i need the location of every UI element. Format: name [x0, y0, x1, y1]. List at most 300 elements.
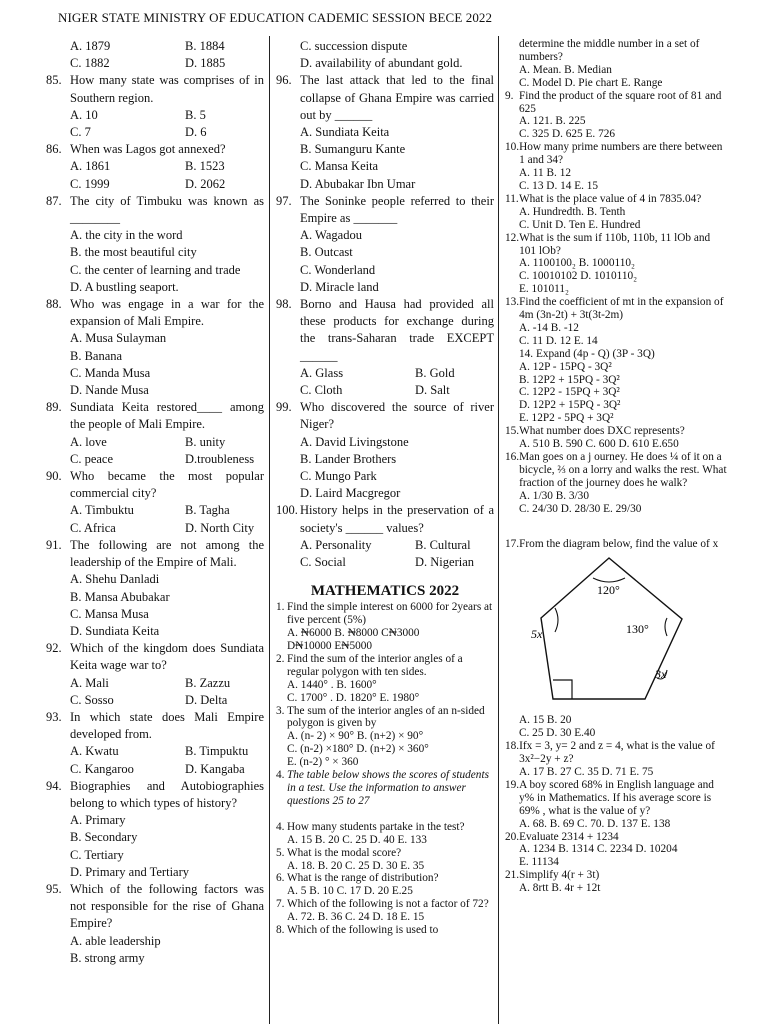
- math-question: [505, 740, 727, 779]
- question-stem: [505, 740, 727, 766]
- option-row: [46, 812, 264, 829]
- answer-options: A. 121. B. 225: [519, 115, 586, 128]
- math-question: [505, 38, 727, 90]
- history-question: [276, 193, 494, 296]
- answer-option: A. the city in the word: [70, 228, 183, 243]
- answer-options: E. 101011₂: [519, 283, 569, 296]
- answer-option: C. Mansa Keita: [300, 159, 379, 174]
- answer-option: A. David Livingstone: [300, 434, 409, 449]
- question-stem: [46, 72, 264, 106]
- question-text: History helps in the preservation of a society's ______ values?: [300, 503, 494, 535]
- question-text: Find the coefficient of mt in the expansion of 4m (3n-2t) + 3t(3t-2m): [519, 296, 724, 322]
- option-row: [46, 55, 264, 72]
- question-stem: [276, 601, 494, 627]
- answer-options: B. 12P2 + 15PQ - 3Q²: [519, 373, 620, 386]
- question-text: Man goes on a j ourney. He does ¼ of it on a bicycle, ⅔ on a lorry and walks the rest. What fraction of the journey does he walk?: [519, 451, 727, 489]
- question-stem: [46, 399, 264, 433]
- option-row: [46, 571, 264, 588]
- answer-options: A. 18. B. 20 C. 25 D. 30 E. 35: [287, 859, 425, 872]
- option-row: [46, 348, 264, 365]
- option-row: [46, 434, 264, 451]
- answer-option: C. 1882: [70, 56, 110, 71]
- option-row: [46, 244, 264, 261]
- math-question: [505, 193, 727, 232]
- question-text: Simplify 4(r + 3t): [519, 869, 600, 882]
- math-question: [505, 451, 727, 516]
- question-stem: [505, 831, 727, 844]
- column-divider: [498, 36, 499, 1024]
- mathematics-title: MATHEMATICS 2022: [310, 583, 460, 600]
- angle-bottom-label: 3x: [655, 667, 667, 682]
- question-number: 12.: [505, 231, 520, 244]
- answer-option: B. Timpuktu: [185, 744, 249, 759]
- angle-top-label: 120°: [597, 583, 620, 598]
- history-question: [276, 72, 494, 192]
- question-number: 21.: [505, 869, 520, 882]
- question-stem: [46, 537, 264, 571]
- history-question: [46, 399, 264, 468]
- answer-options: C. 11 D. 12 E. 14: [519, 334, 598, 347]
- math-question: [505, 141, 727, 193]
- question-text: Which of the kingdom does Sundiata Keita wage war to?: [70, 641, 264, 673]
- answer-option: D. North City: [185, 520, 255, 535]
- answer-options: A. 72. B. 36 C. 24 D. 18 E. 15: [287, 911, 425, 924]
- question-number: 17.: [505, 537, 520, 550]
- question-number: 92.: [46, 641, 62, 656]
- answer-option: D.troubleness: [185, 451, 255, 466]
- question-number: 4.: [276, 769, 285, 782]
- answer-options: A. 12P - 15PQ - 3Q²: [519, 360, 612, 373]
- option-row: [276, 434, 494, 451]
- history-question: [46, 193, 264, 296]
- answer-option: D. Nande Musa: [70, 383, 149, 398]
- question-number: 99.: [276, 400, 292, 415]
- question-number: 89.: [46, 400, 62, 415]
- answer-option: C. Mungo Park: [300, 469, 377, 484]
- question-stem: [505, 779, 727, 818]
- math-question: [276, 872, 494, 898]
- option-row: [46, 933, 264, 950]
- question-text: Who discovered the source of river Niger?: [300, 400, 494, 432]
- answer-options: A. 1440° . B. 1600°: [287, 678, 377, 691]
- question-text: The city of Timbuku was known as ________: [70, 193, 264, 226]
- option-row: [46, 829, 264, 846]
- page-header: NIGER STATE MINISTRY OF EDUCATION CADEMIC SESSION BECE 2022: [58, 10, 493, 25]
- question-number: 4.: [276, 820, 285, 833]
- answer-option: B. Lander Brothers: [300, 451, 397, 466]
- answer-option: C. the center of learning and trade: [70, 262, 241, 277]
- option-row: [46, 330, 264, 347]
- question-text: Evaluate 2314 + 1234: [519, 830, 619, 843]
- option-row: [46, 502, 264, 519]
- question-number: 18.: [505, 740, 520, 753]
- option-row: [46, 589, 264, 606]
- answer-option: A. Glass: [300, 365, 344, 380]
- answer-option: D. Sundiata Keita: [70, 623, 160, 638]
- answer-option: A. 1861: [70, 159, 111, 174]
- math-question: [505, 714, 727, 740]
- answer-option: B. Outcast: [300, 245, 353, 260]
- answer-option: B. Sumanguru Kante: [300, 142, 406, 157]
- math-question: [505, 538, 727, 551]
- question-number: [505, 38, 519, 64]
- answer-option: C. 1999: [70, 176, 110, 191]
- question-stem: [505, 869, 727, 882]
- arc-left: [555, 608, 558, 632]
- option-row: [46, 279, 264, 296]
- question-text: How many students partake in the test?: [287, 820, 465, 833]
- answer-options: A. 5 B. 10 C. 17 D. 20 E.25: [287, 885, 413, 898]
- answer-options: C. 13 D. 14 E. 15: [519, 179, 599, 192]
- history-question: [276, 399, 494, 502]
- answer-options: C. Model D. Pie chart E. Range: [519, 76, 663, 89]
- option-row: [276, 554, 494, 571]
- answer-option: C. Sosso: [70, 692, 114, 707]
- answer-option: C. 7: [70, 125, 91, 140]
- question-number: 88.: [46, 297, 62, 312]
- history-question: [46, 468, 264, 537]
- math-column-3: [505, 38, 727, 895]
- option-row: [46, 227, 264, 244]
- question-stem: [46, 881, 264, 933]
- option-row: [276, 279, 494, 296]
- question-number: 91.: [46, 537, 62, 552]
- answer-option: D. 1885: [185, 56, 226, 71]
- math-questions-col3b: [505, 714, 727, 895]
- right-angle-marker: [553, 680, 572, 699]
- question-text: The Soninke people referred to their Empire as _______: [300, 193, 494, 226]
- question-stem: [276, 653, 494, 679]
- question-number: 10.: [505, 141, 520, 154]
- question-text: Sundiata Keita restored____ among the people of Mali Empire.: [70, 400, 264, 432]
- question-text: Who became the most popular commercial city?: [70, 469, 264, 501]
- answer-options: A. 68. B. 69 C. 70. D. 137 E. 138: [519, 817, 671, 830]
- question-number: 9.: [505, 89, 514, 102]
- question-text: When was Lagos got annexed?: [70, 142, 226, 157]
- question-text: Which of the following is not a factor of 72?: [287, 898, 489, 911]
- answer-options: A. 15 B. 20: [519, 714, 572, 727]
- math-question: [276, 924, 494, 937]
- question-number: 8.: [276, 924, 285, 937]
- question-stem: [276, 924, 494, 937]
- question-stem: [505, 538, 727, 551]
- math-question: [276, 821, 494, 847]
- question-stem: [276, 769, 494, 808]
- question-text: In which state does Mali Empire developed from.: [70, 709, 264, 742]
- question-stem: [276, 847, 494, 860]
- question-text: The sum of the interior angles of an n-sided polygon is given by: [287, 704, 485, 730]
- question-stem: [276, 821, 494, 834]
- history-question: [46, 709, 264, 778]
- answer-option: B. Mansa Abubakar: [70, 589, 170, 604]
- answer-option: B. the most beautiful city: [70, 245, 197, 260]
- answer-option: D. Kangaba: [185, 761, 245, 776]
- question-number: 93.: [46, 709, 62, 724]
- question-text: What number does DXC represents?: [519, 425, 685, 438]
- option-row: [46, 176, 264, 193]
- answer-options: D. 12P2 + 15PQ - 3Q²: [519, 399, 621, 412]
- option-row: [276, 468, 494, 485]
- answer-option: C. Wonderland: [300, 262, 376, 277]
- question-text: What is the modal score?: [287, 846, 402, 859]
- history-column-1: [46, 38, 264, 967]
- answer-option: A. Personality: [300, 537, 372, 552]
- math-question: [505, 90, 727, 142]
- answer-option: C. Tertiary: [70, 847, 124, 862]
- answer-option: A. able leadership: [70, 933, 161, 948]
- question-text: From the diagram below, find the value of x: [519, 537, 719, 550]
- option-row: [276, 451, 494, 468]
- question-stem: [46, 709, 264, 743]
- question-text: The table below shows the scores of students in a test. Use the information to answer questions 25 to 27: [287, 769, 489, 807]
- answer-option: B. Secondary: [70, 830, 138, 845]
- answer-option: A. 10: [70, 107, 98, 122]
- question-text: Which of the following is used to: [287, 924, 439, 937]
- answer-option: B. Tagha: [185, 503, 230, 518]
- question-number: 96.: [276, 73, 292, 88]
- answer-option: A. Musa Sulayman: [70, 331, 167, 346]
- answer-options: C. 25 D. 30 E.40: [519, 727, 596, 740]
- history-question: [276, 502, 494, 571]
- answer-option: B. Cultural: [415, 537, 471, 552]
- question-stem: [46, 141, 264, 158]
- answer-option: A. Timbuktu: [70, 503, 134, 518]
- answer-option: D. Nigerian: [415, 555, 475, 570]
- math-questions-col2: [276, 601, 494, 937]
- answer-options: A. Mean. B. Median: [519, 63, 612, 76]
- answer-option: D. 2062: [185, 176, 226, 191]
- math-question: [276, 847, 494, 873]
- math-question: [276, 769, 494, 808]
- question-text: What is the place value of 4 in 7835.04?: [519, 192, 702, 205]
- answer-option: A. Wagadou: [300, 228, 362, 243]
- answer-option: A. Shehu Danladi: [70, 572, 160, 587]
- answer-option: A. 1879: [70, 39, 111, 53]
- answer-option: B. Zazzu: [185, 675, 231, 690]
- option-row: [276, 124, 494, 141]
- option-row: [276, 244, 494, 261]
- question-stem: [505, 451, 727, 490]
- question-number: 16.: [505, 451, 520, 463]
- question-stem: [46, 468, 264, 502]
- question-text: The following are not among the leadership of the Empire of Mali.: [70, 537, 264, 570]
- math-question: [505, 779, 727, 831]
- answer-options: C. 10010102 D. 1010110₂: [519, 270, 638, 283]
- history-question: [46, 141, 264, 193]
- history-question: [276, 38, 494, 72]
- question-text: Who was engage in a war for the expansion of Mali Empire.: [70, 297, 264, 329]
- question-number: 6.: [276, 872, 285, 885]
- answer-options: A. 1100100₂ B. 1000110₂: [519, 257, 635, 270]
- option-row: [46, 451, 264, 468]
- option-row: [276, 38, 494, 55]
- question-text: How many prime numbers are there between 1 and 34?: [519, 141, 723, 167]
- math-question: [505, 869, 727, 895]
- answer-option: D. Abubakar Ibn Umar: [300, 176, 416, 191]
- question-number: 98.: [276, 297, 292, 312]
- history-question: [46, 881, 264, 967]
- answer-options: 14. Expand (4p - Q) (3P - 3Q): [519, 347, 655, 360]
- option-row: [46, 262, 264, 279]
- answer-option: D. availability of abundant gold.: [300, 56, 463, 71]
- math-questions-col3a: [505, 38, 727, 516]
- answer-options: C. 24/30 D. 28/30 E. 29/30: [519, 502, 642, 515]
- history-question: [46, 38, 264, 72]
- question-stem: [46, 296, 264, 330]
- option-row: [276, 141, 494, 158]
- answer-options: E. 12P2 - 5PQ + 3Q²: [519, 412, 614, 425]
- question-number: 100.: [276, 503, 298, 518]
- question-stem: [276, 502, 494, 536]
- answer-option: C. Manda Musa: [70, 365, 151, 380]
- question-number: 5.: [276, 846, 285, 859]
- option-row: [276, 158, 494, 175]
- question-stem: [505, 90, 727, 116]
- answer-option: B. Gold: [415, 365, 455, 380]
- question-text: Find the product of the square root of 81 and 625: [519, 89, 722, 115]
- history-questions-continued: [276, 38, 494, 571]
- answer-option: C. Mansa Musa: [70, 606, 149, 621]
- option-row: [276, 262, 494, 279]
- option-row: [46, 382, 264, 399]
- question-text: A boy scored 68% in English language and y% in Mathematics. If his average score is 69% , what is the value of y?: [519, 778, 714, 817]
- math-question: [276, 653, 494, 705]
- math-question: [276, 705, 494, 770]
- question-stem: [276, 193, 494, 227]
- math-question: [505, 831, 727, 870]
- math-question: [276, 601, 494, 653]
- question-number: 7.: [276, 898, 285, 911]
- option-row: [46, 675, 264, 692]
- answer-options: A. 1/30 B. 3/30: [519, 489, 589, 502]
- question-text: Find the simple interest on 6000 for 2years at five percent (5%): [287, 601, 493, 627]
- answer-options: A. 15 B. 20 C. 25 D. 40 E. 133: [287, 833, 427, 846]
- question-number: 86.: [46, 142, 62, 157]
- answer-option: B. 1884: [185, 39, 225, 53]
- answer-options: E. 11134: [519, 856, 559, 869]
- pentagon-diagram: [517, 556, 727, 710]
- question-stem: [276, 399, 494, 433]
- answer-options: A. Hundredth. B. Tenth: [519, 205, 626, 218]
- question-stem: [276, 72, 494, 124]
- answer-options: A. 510 B. 590 C. 600 D. 610 E.650: [519, 438, 679, 451]
- option-row: [276, 537, 494, 554]
- answer-option: B. strong army: [70, 950, 145, 965]
- answer-option: D. Miracle land: [300, 279, 379, 294]
- answer-option: C. Social: [300, 555, 346, 570]
- question-number: 87.: [46, 193, 62, 208]
- arc-top: [593, 578, 625, 582]
- history-question: [276, 296, 494, 399]
- option-row: [46, 38, 264, 55]
- option-row: [46, 520, 264, 537]
- question-stem: [46, 778, 264, 812]
- angle-left-label: 5x: [531, 627, 543, 642]
- history-question: [46, 72, 264, 141]
- option-row: [276, 365, 494, 382]
- answer-options: A. 17 B. 27 C. 35 D. 71 E. 75: [519, 765, 654, 778]
- pentagon-figure: [517, 556, 687, 706]
- question-text: Which of the following factors was not responsible for the rise of Ghana Empire?: [70, 881, 264, 931]
- option-row: [46, 692, 264, 709]
- answer-options: C. 12P2 - 15PQ + 3Q²: [519, 386, 620, 399]
- question-text: How many state was comprises of in Southern region.: [70, 73, 264, 105]
- option-row: [46, 950, 264, 967]
- question-number: 85.: [46, 73, 62, 88]
- question-stem: [505, 425, 727, 438]
- question-number: 15.: [505, 425, 520, 438]
- answer-options: A. ₦6000 B. ₦8000 C₦3000: [287, 627, 420, 640]
- column-divider: [269, 36, 270, 1024]
- answer-option: A. Primary: [70, 813, 126, 828]
- answer-option: A. Mali: [70, 675, 109, 690]
- answer-option: C. Africa: [70, 520, 116, 535]
- question-number: 90.: [46, 469, 62, 484]
- answer-option: C. Cloth: [300, 383, 343, 398]
- question-stem: [46, 640, 264, 674]
- option-row: [46, 864, 264, 881]
- answer-option: D. Laird Macgregor: [300, 486, 401, 501]
- answer-options: C. 325 D. 625 E. 726: [519, 128, 616, 141]
- answer-option: A. Kwatu: [70, 744, 119, 759]
- history-question: [46, 537, 264, 640]
- math-question: [505, 232, 727, 297]
- question-stem: [505, 232, 727, 258]
- arc-right: [665, 618, 667, 636]
- question-stem: [505, 141, 727, 167]
- question-text: The last attack that led to the final collapse of Ghana Empire was carried out by ______: [300, 73, 494, 122]
- answer-options: A. -14 B. -12: [519, 321, 579, 334]
- option-row: [46, 158, 264, 175]
- answer-options: A. (n- 2) × 90° B. (n+2) × 90°: [287, 730, 424, 743]
- option-row: [276, 55, 494, 72]
- option-row: [276, 485, 494, 502]
- question-number: 95.: [46, 881, 62, 896]
- answer-option: C. Kangaroo: [70, 761, 134, 776]
- question-number: 3.: [276, 704, 285, 717]
- question-text: What is the sum if 110b, 110b, 11 lOb and 101 lOb?: [519, 231, 711, 257]
- question-stem: [276, 872, 494, 885]
- option-row: [276, 176, 494, 193]
- question-stem: [46, 193, 264, 227]
- option-row: [46, 365, 264, 382]
- option-row: [46, 623, 264, 640]
- history-math-column-2: [276, 38, 494, 937]
- option-row: [276, 227, 494, 244]
- answer-options: A. 8rtt B. 4r + 12t: [519, 882, 601, 895]
- answer-options: C. 1700° . D. 1820° E. 1980°: [287, 691, 420, 704]
- answer-options: E. (n-2) ° × 360: [287, 756, 359, 769]
- answer-option: A. Sundiata Keita: [300, 125, 390, 140]
- question-stem: [505, 193, 727, 206]
- answer-option: D. 6: [185, 125, 207, 140]
- question-number: 20.: [505, 830, 520, 843]
- question-number: 1.: [276, 601, 285, 614]
- question-number: 13.: [505, 296, 520, 309]
- question-text: What is the range of distribution?: [287, 872, 439, 885]
- option-row: [46, 107, 264, 124]
- answer-option: B. 1523: [185, 159, 225, 174]
- option-row: [46, 761, 264, 778]
- answer-option: C. succession dispute: [300, 39, 408, 53]
- question-stem: [276, 705, 494, 731]
- question-text: Biographies and Autobiographies belong to which types of history?: [70, 778, 264, 810]
- option-row: [46, 847, 264, 864]
- history-question: [46, 296, 264, 399]
- history-question: [46, 640, 264, 709]
- answer-option: A. love: [70, 434, 107, 449]
- question-number: 19.: [505, 778, 520, 791]
